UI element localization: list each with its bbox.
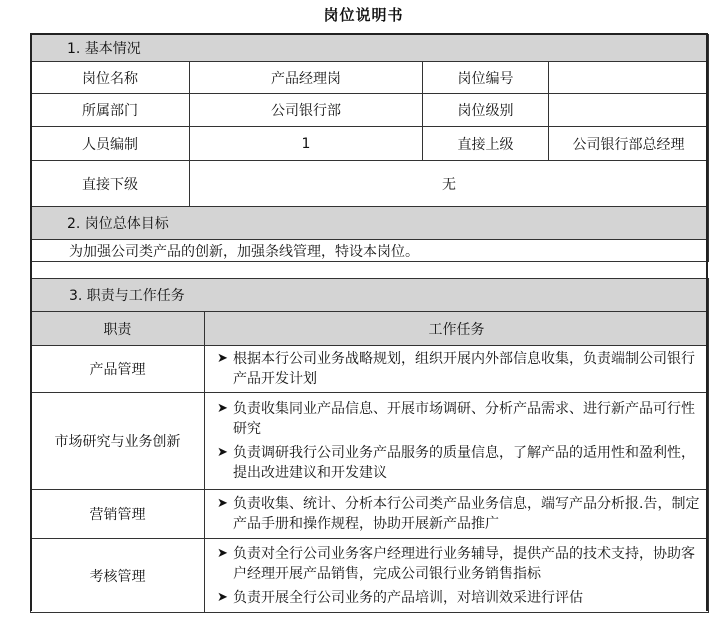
arrowhead-bullet-icon: ➤ bbox=[217, 401, 228, 416]
label-headcount: 人员编制 bbox=[31, 127, 190, 161]
document-title: 岗位说明书 bbox=[323, 6, 404, 24]
arrowhead-bullet-icon: ➤ bbox=[217, 351, 228, 366]
task-item: ➤ 负责收集同业产品信息、开展市场调研、分析产品需求、进行新产品可行性研究 bbox=[217, 401, 695, 437]
value-position-name: 产品经理岗 bbox=[190, 62, 423, 94]
label-direct-subordinate: 直接下级 bbox=[31, 161, 190, 207]
duty-name: 考核管理 bbox=[31, 539, 205, 613]
task-item: ➤ 负责收集、统计、分析本行公司类产品业务信息，端写产品分析报.告，制定产品手册和操作规程，协助开展新产品推广 bbox=[217, 496, 700, 532]
label-position-level: 岗位级别 bbox=[423, 94, 549, 127]
label-position-code: 岗位编号 bbox=[423, 62, 549, 94]
section-3-header: 3. 职责与工作任务 bbox=[31, 279, 709, 312]
task-column-header: 工作任务 bbox=[205, 312, 709, 346]
task-item: ➤ 负责对全行公司业务客户经理进行业务辅导，提供产品的技术支持，协助客户经理开展产品销售，完成公司银行业务销售指标 bbox=[217, 545, 695, 582]
arrowhead-bullet-icon: ➤ bbox=[217, 445, 228, 460]
arrowhead-bullet-icon: ➤ bbox=[217, 545, 228, 561]
document-frame bbox=[30, 33, 708, 611]
value-direct-superior: 公司银行部总经理 bbox=[549, 127, 709, 161]
label-department: 所属部门 bbox=[31, 94, 190, 127]
arrowhead-bullet-icon: ➤ bbox=[217, 589, 228, 605]
section-1-header: 1. 基本情况 bbox=[31, 35, 709, 62]
task-item: ➤ 负责调研我行公司业务产品服务的质量信息，了解产品的适用性和盈利性，提出改进建议和开发建议 bbox=[217, 445, 695, 481]
task-item: ➤ 负责开展全行公司业务的产品培训，对培训效采进行评估 bbox=[217, 589, 583, 606]
task-item: ➤ 根据本行公司业务战略规划，组织开展内外部信息收集，负责端制公司银行产品开发计划 bbox=[217, 351, 695, 387]
value-headcount: 1 bbox=[190, 127, 423, 161]
duty-name: 营销管理 bbox=[31, 490, 205, 539]
duty-name: 市场研究与业务创新 bbox=[31, 393, 205, 490]
overall-goal-text: 为加强公司类产品的创新，加强条线管理，特设本岗位。 bbox=[31, 240, 709, 262]
label-position-name: 岗位名称 bbox=[31, 62, 190, 94]
duty-column-header: 职责 bbox=[31, 312, 205, 346]
section-2-header: 2. 岗位总体目标 bbox=[31, 207, 709, 240]
value-department: 公司银行部 bbox=[190, 94, 423, 127]
label-direct-superior: 直接上级 bbox=[423, 127, 549, 161]
arrowhead-bullet-icon: ➤ bbox=[217, 496, 228, 511]
duty-name: 产品管理 bbox=[31, 346, 205, 393]
value-direct-subordinate: 无 bbox=[190, 161, 709, 207]
